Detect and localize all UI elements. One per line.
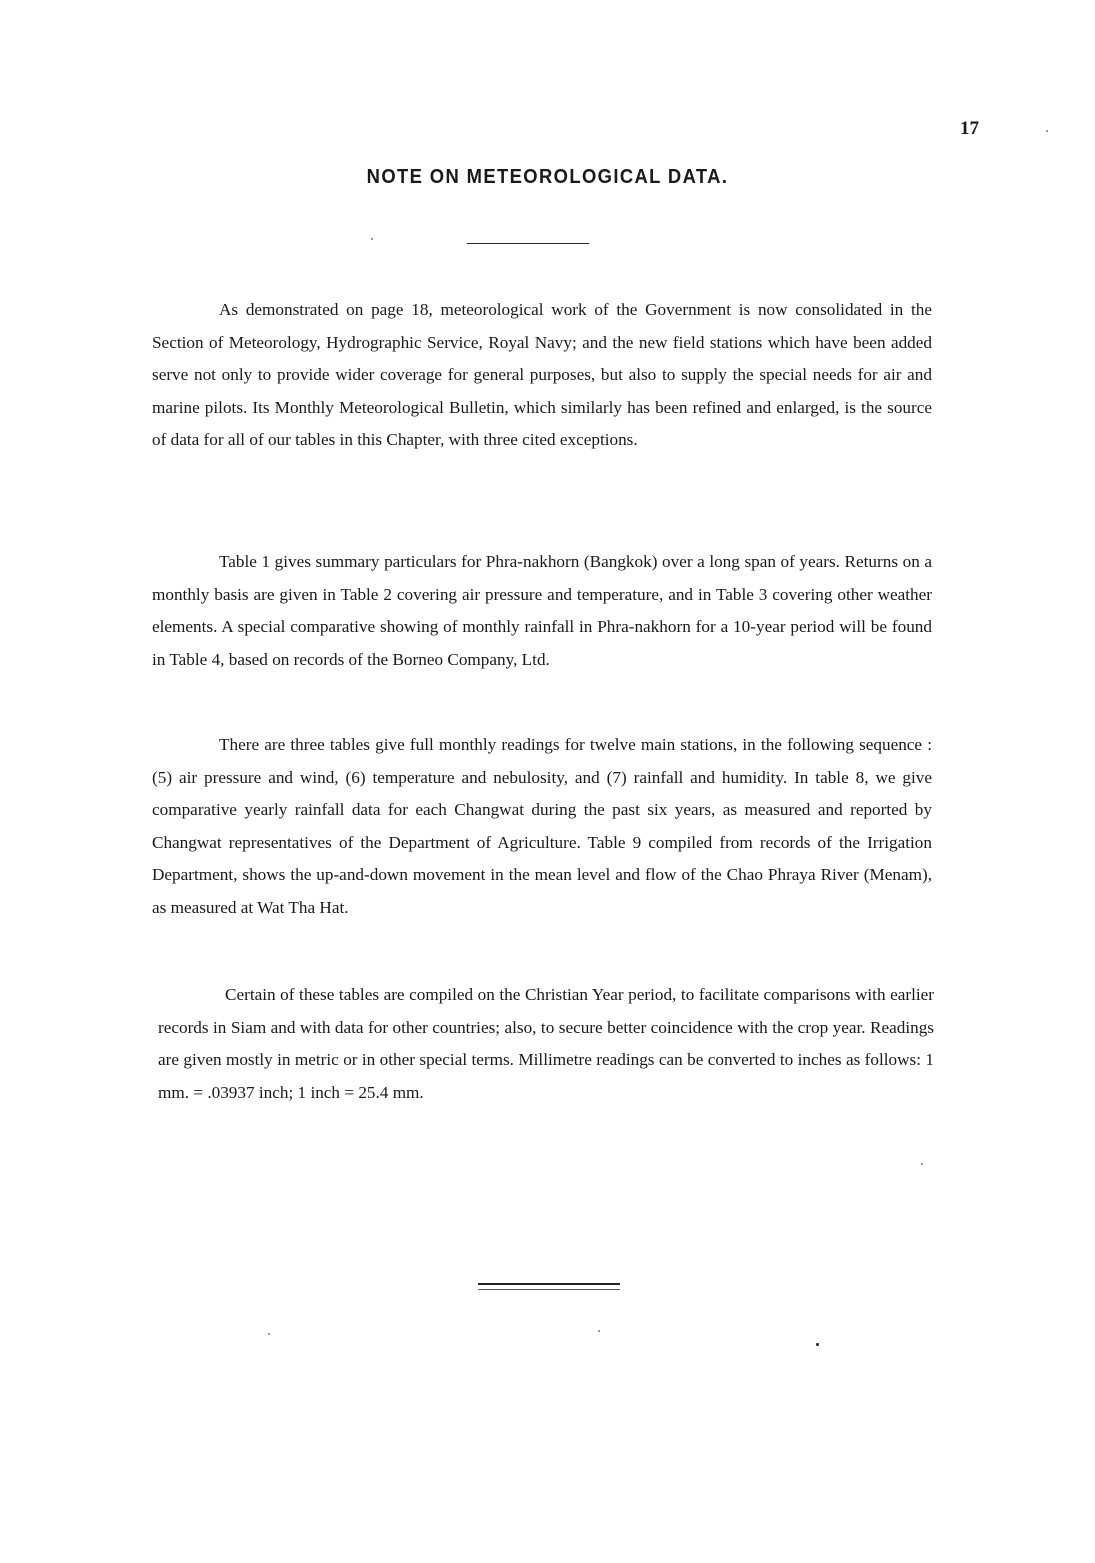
scan-speck xyxy=(268,1333,270,1335)
page-title: NOTE ON METEOROLOGICAL DATA. xyxy=(366,166,729,188)
scan-speck xyxy=(921,1163,923,1165)
paragraph: There are three tables give full monthly readings for twelve main stations, in the following sequence : (5) air pressure and wind, (6) temperature and nebulosity, and (7) rainfall and humidity. In table 8, we give comparative yearly rainfall data for each Changwat during the past six years, as measured and reported by Changwat representatives of the Department of Agriculture. Table 9 compiled from records of the Irrigation Department, shows the up-and-down movement in the mean level and flow of the Chao Phraya River (Menam), as measured at Wat Tha Hat. xyxy=(152,735,932,917)
page-number: 17 xyxy=(960,118,979,139)
paragraph: As demonstrated on page 18, meteorological work of the Government is now consolidated in the Section of Meteorology, Hydrographic Service, Royal Navy; and the new field stations which have been added serve not only to provide wider coverage for general purposes, but also to supply the special needs for air and marine pilots. Its Monthly Meteorological Bulletin, which similarly has been refined and enlarged, is the source of data for all of our tables in this Chapter, with three cited exceptions. xyxy=(152,300,932,450)
paragraph: Table 1 gives summary particulars for Phra-nakhorn (Bangkok) over a long span of years. Returns on a monthly basis are given in Table 2 covering air pressure and temperature, and in Table 3 covering other weather elements. A special comparative showing of monthly rainfall in Phra-nakhorn for a 10-year period will be found in Table 4, based on records of the Borneo Company, Ltd. xyxy=(152,552,932,669)
scan-speck xyxy=(371,238,373,240)
end-rule xyxy=(478,1283,620,1290)
title-rule xyxy=(467,243,589,244)
paragraph: Certain of these tables are compiled on the Christian Year period, to facilitate comparisons with earlier records in Siam and with data for other countries; also, to secure better coincidence with the crop year. Readings are given mostly in metric or in other special terms. Millimetre readings can be converted to inches as follows: 1 mm. = .03937 inch; 1 inch = 25.4 mm. xyxy=(158,985,934,1102)
scan-speck xyxy=(816,1343,819,1346)
scan-speck xyxy=(1046,130,1048,132)
scan-speck xyxy=(598,1330,600,1332)
